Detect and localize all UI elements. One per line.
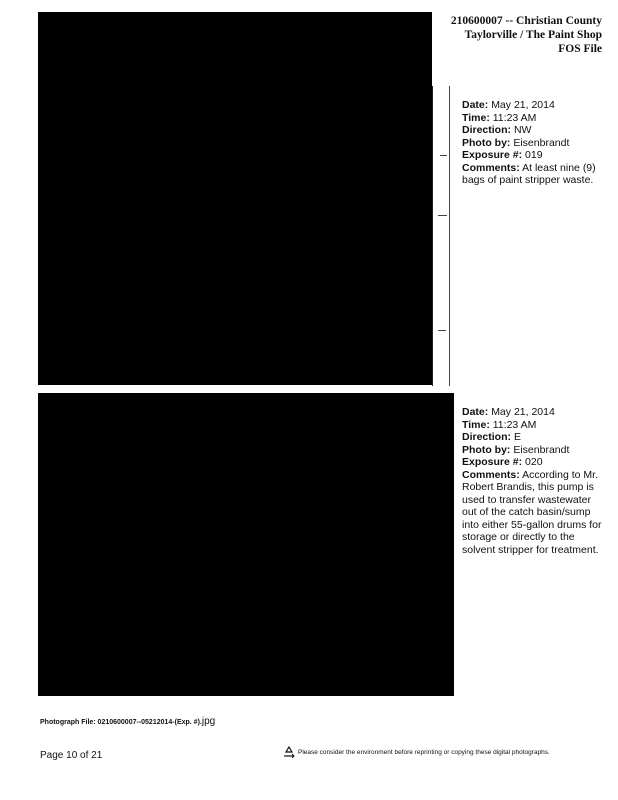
exposure-label: Exposure #: [462,456,523,468]
direction-value: NW [513,124,532,136]
time-value: 11:23 AM [492,111,537,124]
direction-label: Direction: [462,431,512,443]
environment-notice-text: Please consider the environment before reprinting or copying these digital photographs. [298,748,550,756]
photo-by-value: Eisenbrandt [513,443,570,456]
time-label: Time: [462,418,490,431]
recycle-icon [283,746,295,758]
file-extension: jpg [201,716,216,727]
exposure-label: Exposure #: [462,149,523,161]
exposure-value: 020 [525,456,543,468]
environment-notice [283,746,550,758]
exposure-value: 019 [525,149,543,161]
photo-by-value: Eisenbrandt [513,136,570,149]
comments-label: Comments: [462,468,520,481]
comments-label: Comments: [462,161,520,174]
photo-by-label: Photo by: [462,443,511,456]
header-line-facility: Taylorville / The Paint Shop [464,29,602,41]
photo-exposure-020 [38,393,454,696]
photo-caption [462,99,604,187]
photo-caption [462,406,604,556]
photo-by-label: Photo by: [462,136,511,149]
scan-mark [440,155,447,156]
date-label: Date: [462,406,489,418]
date-label: Date: [462,99,489,111]
direction-label: Direction: [462,124,512,136]
time-label: Time: [462,111,490,124]
document-header [451,14,602,56]
scan-mark [438,215,447,216]
comments-value: According to Mr. Robert Brandis, this pump is used to transfer wastewater out of the catch basin/sump into either 55-gallon drums for storage or directly to the solvent stripper for treatment. [462,468,602,556]
page-number: Page 10 of 21 [40,750,103,761]
date-value: May 21, 2014 [491,406,555,418]
scan-mark [438,330,446,331]
time-value: 11:23 AM [492,418,537,431]
comments-value: At least nine (9) bags of paint stripper waste. [462,161,596,186]
photo-border-edge [432,86,450,386]
header-line-site: 210600007 -- Christian County [450,15,602,27]
header-line-file: FOS File [558,43,602,55]
photo-exposure-019 [38,12,432,385]
file-name-label: Photograph File: 0210600007--05212014-(Exp. #). [40,719,202,726]
photograph-file-name [40,716,215,727]
direction-value: E [513,431,521,443]
date-value: May 21, 2014 [491,99,555,111]
